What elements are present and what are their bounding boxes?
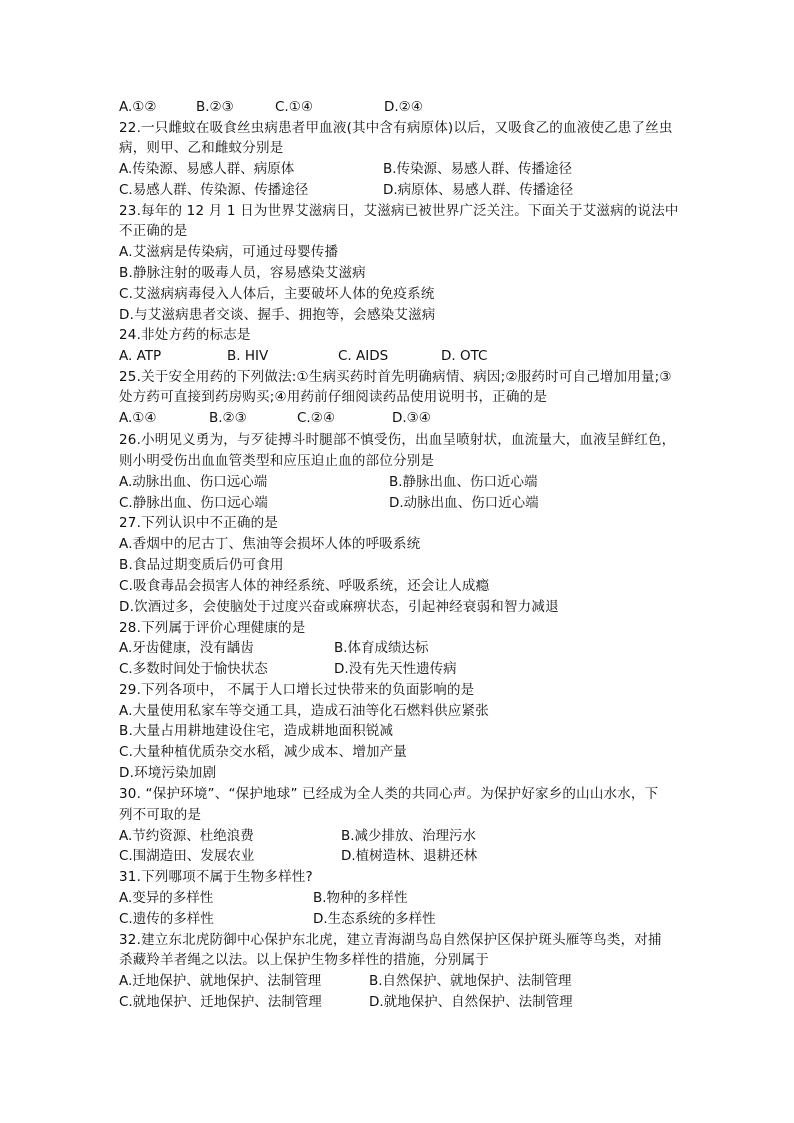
option-b: B.②③ — [209, 410, 247, 426]
option-b: B.传染源、易感人群、传播途径 — [383, 161, 573, 177]
option-c: C.围湖造田、发展农业 — [119, 848, 255, 864]
option-a: A.传染源、易感人群、病原体 — [119, 161, 295, 177]
option-d: D.饮酒过多，会使脑处于过度兴奋或麻痹状态，引起神经衰弱和智力减退 — [119, 599, 559, 615]
question-31-stem: 31.下列哪项不属于生物多样性? — [119, 869, 313, 885]
options-row — [119, 826, 679, 846]
option-b: B.物种的多样性 — [313, 890, 408, 906]
question-25-stem-cont: 处方药可直接到药房购买;④用药前仔细阅读药品使用说明书，正确的是 — [119, 389, 548, 405]
option-b: B.自然保护、就地保护、法制管理 — [369, 973, 572, 989]
option-d: D. OTC — [441, 348, 488, 364]
option-a: A.香烟中的尼古丁、焦油等会损坏人体的呼吸系统 — [119, 536, 421, 552]
question-25-stem: 25.关于安全用药的下列做法:①生病买药时首先明确病情、病因;②服药时可自己增加用量;③ — [119, 369, 672, 385]
question-28-stem: 28.下列属于评价心理健康的是 — [119, 620, 306, 636]
question-30-stem: 30. “保护环境”、“保护地球” 已经成为全人类的共同心声。为保护好家乡的山山水水，下 — [119, 786, 659, 802]
option-a: A.节约资源、杜绝浪费 — [119, 828, 254, 844]
option-b: B.大量占用耕地建设住宅，造成耕地面积锐减 — [119, 723, 394, 739]
question-23-stem: 23.每年的 12 月 1 日为世界艾滋病日，艾滋病已被世界广泛关注。下面关于艾滋病的说法中 — [119, 203, 679, 219]
option-b: B.②③ — [196, 99, 234, 115]
options-row — [119, 909, 679, 929]
option-a: A.变异的多样性 — [119, 890, 214, 906]
option-c: C.②④ — [297, 410, 335, 426]
options-row — [119, 159, 679, 179]
question-29-stem: 29.下列各项中， 不属于人口增长过快带来的负面影响的是 — [119, 682, 475, 698]
options-row — [119, 493, 679, 513]
option-c: C.易感人群、传染源、传播途径 — [119, 182, 309, 198]
question-22-stem: 22.一只雌蚊在吸食丝虫病患者甲血液(其中含有病原体)以后，又吸食乙的血液使乙患了丝虫 — [119, 120, 673, 136]
option-b: B.静脉出血、伤口近心端 — [389, 474, 538, 490]
option-a: A.牙齿健康，没有龋齿 — [119, 640, 254, 656]
option-d: D.与艾滋病患者交谈、握手、拥抱等，会感染艾滋病 — [119, 307, 436, 323]
option-c: C.就地保护、迁地保护、法制管理 — [119, 994, 322, 1010]
option-a: A.①④ — [119, 410, 157, 426]
option-a: A.艾滋病是传染病，可通过母婴传播 — [119, 244, 339, 260]
question-32-stem: 32.建立东北虎防御中心保护东北虎，建立青海湖鸟岛自然保护区保护斑头雁等鸟类，对捕 — [119, 932, 662, 948]
option-d: D.环境污染加剧 — [119, 765, 217, 781]
options-row — [119, 97, 679, 117]
option-c: C. AIDS — [338, 348, 389, 364]
option-c: C.静脉出血、伤口远心端 — [119, 495, 268, 511]
question-32-stem-cont: 杀藏羚羊者绳之以法。以上保护生物多样性的措施，分别属于 — [119, 952, 489, 968]
option-c: C.①④ — [275, 99, 313, 115]
option-c: C.遗传的多样性 — [119, 911, 214, 927]
option-b: B. HIV — [227, 348, 269, 364]
question-27-stem: 27.下列认识中不正确的是 — [119, 515, 279, 531]
option-c: C.多数时间处于愉快状态 — [119, 661, 268, 677]
options-row — [119, 846, 679, 866]
question-26-stem-cont: 则小明受伤出血血管类型和应压迫止血的部位分别是 — [119, 453, 435, 469]
options-row — [119, 180, 679, 200]
question-30-stem-cont: 列不可取的是 — [119, 807, 202, 823]
options-row — [119, 971, 679, 991]
options-row — [119, 659, 679, 679]
options-row — [119, 408, 679, 428]
question-22-stem-cont: 病，则甲、乙和雌蚊分别是 — [119, 140, 284, 156]
option-b: B.减少排放、治理污水 — [341, 828, 477, 844]
option-d: D.病原体、易感人群、传播途径 — [383, 182, 574, 198]
option-c: C.吸食毒品会损害人体的神经系统、呼吸系统，还会让人成瘾 — [119, 578, 490, 594]
option-d: D.③④ — [392, 410, 431, 426]
option-d: D.动脉出血、伤口近心端 — [389, 495, 539, 511]
option-d: D.没有先天性遗传病 — [334, 661, 457, 677]
question-23-stem-cont: 不正确的是 — [119, 223, 188, 239]
options-row — [119, 888, 679, 908]
option-b: B.体育成绩达标 — [334, 640, 429, 656]
option-d: D.②④ — [384, 99, 423, 115]
option-d: D.就地保护、自然保护、法制管理 — [369, 994, 573, 1010]
option-c: C.大量种植优质杂交水稻，减少成本、增加产量 — [119, 744, 408, 760]
options-row — [119, 992, 679, 1012]
option-a: A.迁地保护、就地保护、法制管理 — [119, 973, 322, 989]
option-a: A.①② — [119, 99, 157, 115]
question-24-stem: 24.非处方药的标志是 — [119, 327, 251, 343]
option-b: B.静脉注射的吸毒人员，容易感染艾滋病 — [119, 265, 366, 281]
option-b: B.食品过期变质后仍可食用 — [119, 557, 284, 573]
option-d: D.植树造林、退耕还林 — [341, 848, 478, 864]
option-c: C.艾滋病病毒侵入人体后，主要破坏人体的免疫系统 — [119, 286, 435, 302]
option-a: A.大量使用私家车等交通工具，造成石油等化石燃料供应紧张 — [119, 703, 489, 719]
option-a: A.动脉出血、伤口远心端 — [119, 474, 268, 490]
option-d: D.生态系统的多样性 — [313, 911, 436, 927]
question-26-stem: 26.小明见义勇为，与歹徒搏斗时腿部不慎受伤，出血呈喷射状，血流量大，血液呈鲜红色， — [119, 432, 676, 448]
option-a: A. ATP — [119, 348, 162, 364]
options-row — [119, 638, 679, 658]
options-row — [119, 346, 679, 366]
options-row — [119, 472, 679, 492]
